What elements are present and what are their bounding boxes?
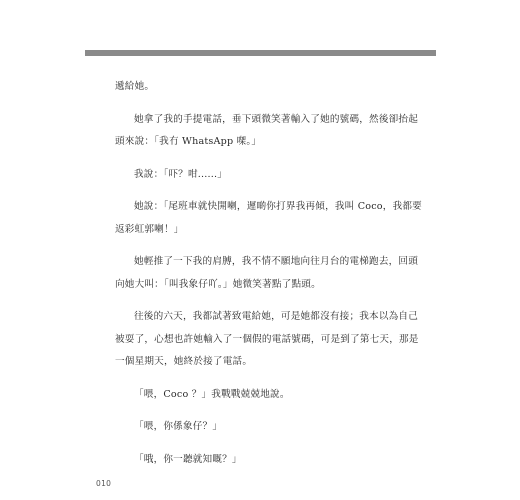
paragraph-gap: [115, 186, 405, 196]
page-body: [115, 76, 422, 471]
text-line: 她拿了我的手提電話，垂下頭微笑著輸入了她的號碼，然後卻抬起: [134, 113, 419, 125]
paragraph-gap: [115, 296, 405, 306]
text-line: 返彩虹郭喇！」: [115, 223, 184, 235]
text-line: 「喂，你係象仔？」: [134, 421, 223, 432]
text-line: 遞給她。: [115, 81, 155, 92]
paragraph-gap: [115, 439, 405, 449]
text-line: 我說：「吓？咁......」: [134, 168, 228, 180]
text-line: 她輕推了一下我的肩膊，我不情不願地向往月台的電梯跑去，回頭: [134, 256, 419, 267]
paragraph-gap: [115, 374, 405, 384]
page-number: 010: [96, 479, 112, 488]
paragraph-gap: [115, 241, 405, 251]
paragraph-gap: [115, 99, 405, 109]
paragraph-gap: [115, 154, 405, 164]
header-rule: [85, 50, 436, 56]
text-line: 一個星期天，她終於接了電話。: [115, 356, 253, 367]
text-line: 「哦，你一聽就知嘅？」: [134, 453, 242, 465]
text-line: 「喂，Coco ？」我戰戰兢兢地說。: [134, 388, 290, 400]
text-line: 她說：「尾班車就快開喇，遲啲你打界我再傾，我叫 Coco，我都要: [134, 201, 422, 212]
text-line: 向她大叫：「叫我象仔吖。」她微笑著點了點頭。: [115, 278, 321, 290]
text-line: 被耍了，心想也許她輸入了一個假的電話號碼，可是到了第七天，那是: [115, 333, 419, 345]
paragraph-gap: [115, 406, 405, 416]
text-line: 往後的六天，我都試著致電給她，可是她都沒有接；我本以為自己: [134, 311, 419, 322]
text-line: 頭來說：「我冇 WhatsApp 㗎。」: [115, 136, 262, 147]
